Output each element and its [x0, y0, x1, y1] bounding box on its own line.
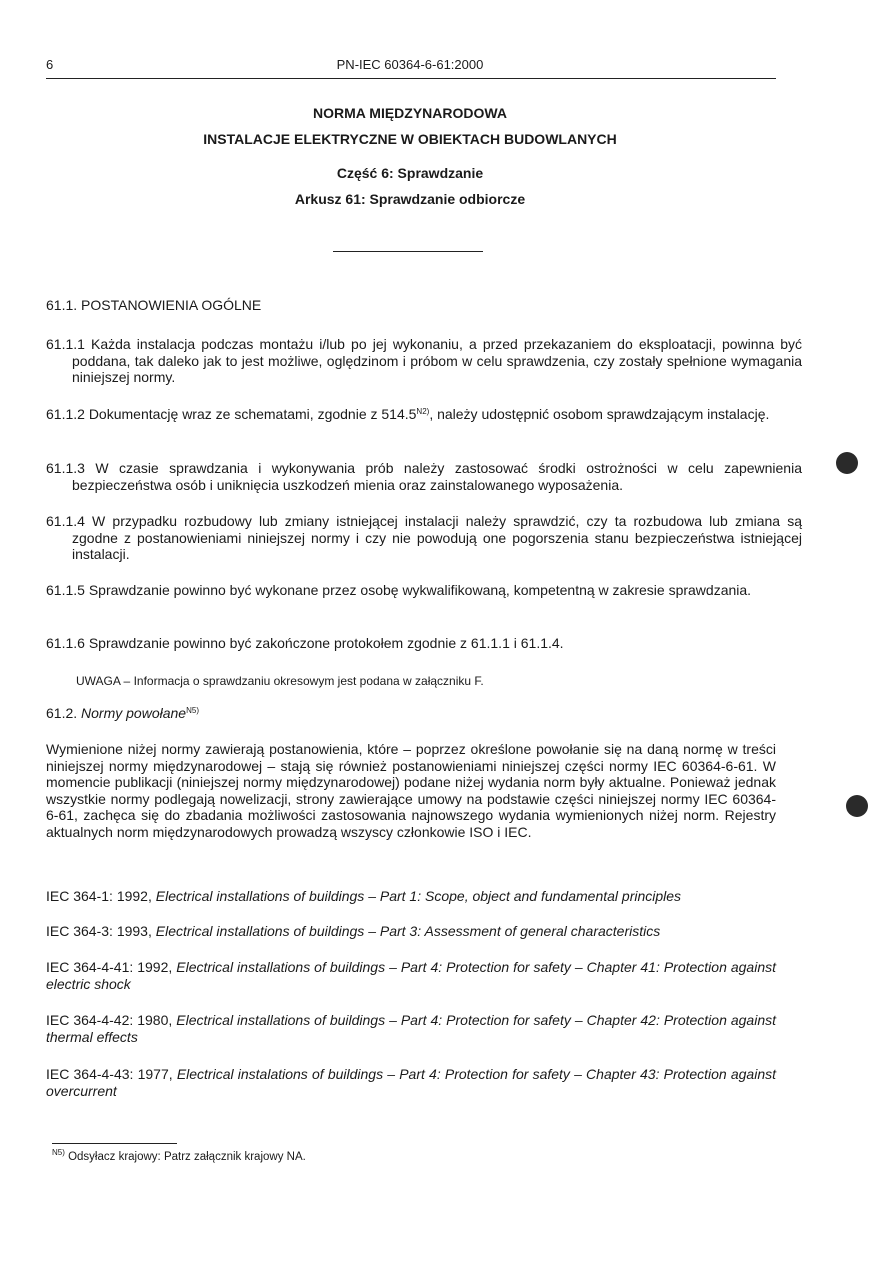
standard-code: PN-IEC 60364-6-61:2000	[336, 57, 484, 72]
title-line-2: INSTALACJE ELEKTRYCZNE W OBIEKTACH BUDOWLANYCH	[203, 131, 617, 147]
section-61-2-title: Normy powołane	[81, 705, 187, 721]
p2-text-after: , należy udostępnić osobom sprawdzającym instalację.	[429, 406, 770, 422]
reference-code: IEC 364-4-43: 1977,	[46, 1066, 177, 1082]
reference-title: Electrical instalations of buildings – Part 4: Protection for safety – Chapter 43: Protection against overcurrent	[46, 1066, 776, 1099]
paragraph-61-1-4: 61.1.4 W przypadku rozbudowy lub zmiany istniejącej instalacji należy sprawdzić, czy ta rozbudowa lub zmiana są zgodne z postanowieniami niniejszej normy i czy nie powodują one pogorszenia stanu bezpieczeństwa istniejącej instalacji.	[46, 513, 802, 562]
note-uwaga: UWAGA – Informacja o sprawdzaniu okresowym jest podana w załączniku F.	[76, 674, 484, 688]
paragraph-61-1-5: 61.1.5 Sprawdzanie powinno być wykonane przez osobę wykwalifikowaną, kompetentną w zakresie sprawdzania.	[46, 582, 752, 598]
sheet-title: Arkusz 61: Sprawdzanie odbiorcze	[294, 191, 526, 207]
footnote-marker: N5)	[52, 1148, 65, 1157]
paragraph-61-1-6: 61.1.6 Sprawdzanie powinno być zakończone protokołem zgodnie z 61.1.1 i 61.1.4.	[46, 635, 564, 651]
footnote-rule	[52, 1143, 177, 1144]
reference-code: IEC 364-4-41: 1992,	[46, 959, 177, 975]
reference-code: IEC 364-3: 1993,	[46, 923, 156, 939]
p2-text-before: 61.1.2 Dokumentację wraz ze schematami, zgodnie z 514.5	[46, 406, 417, 422]
reference-title: Electrical installations of buildings – Part 4: Protection for safety – Chapter 41: Protection against electric shock	[46, 959, 776, 992]
normative-references-intro: Wymienione niżej normy zawierają postanowienia, które – poprzez określone powołanie się na daną normę w treści niniejszej normy międzynarodowej – stają się również postanowieniami niniejszej części normy IEC 60364-6-61. W momencie publikacji (niniejszej normy międzynarodowej) podane niżej wydania norm były aktualne. Ponieważ jednak wszystkie normy podlegają nowelizacji, strony zawierające umowy na podstawie części niniejszej normy IEC 60364-6-61, zachęca się do zbadania możliwości zastosowania najnowszego wydania wymienionych niżej norm. Rejestry aktualnych norm międzynarodowych prowadzą wszyscy członkowie ISO i IEC.	[46, 741, 776, 840]
p2-footnote-ref: N2)	[416, 407, 430, 416]
title-line-1: NORMA MIĘDZYNARODOWA	[313, 105, 507, 121]
binder-hole-icon	[846, 795, 868, 817]
reference-item	[46, 1012, 776, 1046]
reference-code: IEC 364-4-42: 1980,	[46, 1012, 177, 1028]
reference-item	[46, 1066, 776, 1100]
section-61-2-number: 61.2.	[46, 705, 82, 721]
footnote-text: Odsyłacz krajowy: Patrz załącznik krajowy NA.	[64, 1151, 306, 1163]
part-title: Część 6: Sprawdzanie	[336, 165, 484, 181]
header-rule	[46, 78, 776, 79]
paragraph-61-1-1: 61.1.1 Każda instalacja podczas montażu i/lub po jej wykonaniu, a przed przekazaniem do eksploatacji, powinna być poddana, tak daleko jak to jest możliwe, oględzinom i próbom w celu sprawdzenia, czy zostały spełnione wymagania niniejszej normy.	[46, 336, 802, 385]
reference-item	[46, 959, 776, 993]
paragraph-61-1-3: 61.1.3 W czasie sprawdzania i wykonywania prób należy zastosować środki ostrożności w celu zapewnienia bezpieczeństwa osób i uniknięcia uszkodzeń mienia oraz zainstalowanego wyposażenia.	[46, 460, 802, 493]
section-heading-61-1: 61.1. POSTANOWIENIA OGÓLNE	[46, 297, 262, 313]
reference-item	[46, 923, 776, 940]
reference-title: Electrical installations of buildings – Part 3: Assessment of general characteristics	[155, 923, 661, 939]
reference-title: Electrical installations of buildings – Part 4: Protection for safety – Chapter 42: Protection against thermal effects	[46, 1012, 776, 1045]
reference-item	[46, 888, 776, 905]
reference-title: Electrical installations of buildings – Part 1: Scope, object and fundamental principles	[155, 888, 682, 904]
section-61-2-footnote-ref: N5)	[186, 706, 199, 715]
binder-hole-icon	[836, 452, 858, 474]
section-heading-61-2	[46, 705, 776, 722]
title-separator	[333, 251, 483, 252]
paragraph-61-1-2	[46, 406, 802, 423]
page-number: 6	[46, 57, 54, 72]
reference-code: IEC 364-1: 1992,	[46, 888, 156, 904]
footnote-n5	[52, 1148, 306, 1163]
